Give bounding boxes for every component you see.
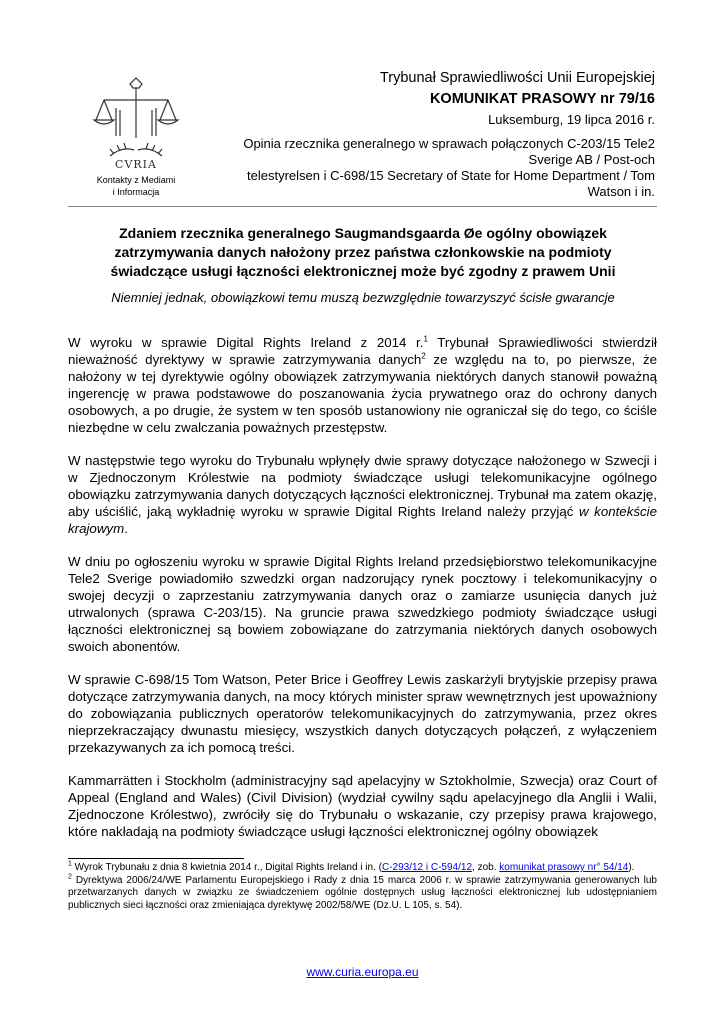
footnote-2-number: 2 bbox=[68, 873, 72, 881]
footnote-2 bbox=[68, 875, 657, 913]
p2-emphasis: w kontekście krajowym bbox=[68, 504, 657, 536]
paragraph-1 bbox=[68, 334, 657, 436]
paragraph-3: W dniu po ogłoszeniu wyroku w sprawie Digital Rights Ireland przedsiębiorstwo telekomunikacyjne Tele2 Sverige powiadomiło szwedzki organ nadzorujący rynek pocztowy i telekomunikacyjny o swojej decyzji o zaprzestaniu zatrzymywania danych oraz o zamiarze usunięcia danych już utrwalonych (sprawa C-203/15). Na gruncie prawa szwedzkiego podmioty świadczące usługi łączności elektronicznej są bowiem zobowiązane do zatrzymania niektórych danych osobowych swoich abonentów. bbox=[68, 554, 657, 654]
contacts-line1: Kontakty z Mediami bbox=[96, 175, 176, 185]
headline bbox=[80, 224, 646, 281]
header-divider bbox=[68, 206, 657, 207]
press-release-link[interactable]: komunikat prasowy nr° 54/14 bbox=[499, 862, 629, 873]
opinion-cases bbox=[215, 136, 655, 200]
contacts-line2: i Informacja bbox=[112, 187, 160, 197]
opinion-line: Watson i in. bbox=[587, 184, 655, 199]
footnote-1-number: 1 bbox=[68, 860, 72, 868]
footnote-1-mid: , zob. bbox=[472, 862, 500, 873]
curia-emblem-icon bbox=[86, 76, 186, 172]
headline-line: świadczące usługi łączności elektronicznej może być zgodny z prawem Unii bbox=[110, 263, 616, 279]
footer bbox=[0, 965, 725, 979]
opinion-line: Opinia rzecznika generalnego w sprawach połączonych C-203/15 Tele2 bbox=[243, 136, 655, 151]
p2-text-a: W następstwie tego wyroku do Trybunału wpłynęły dwie sprawy dotyczące nałożonego w Szwecji i w Zjednoczonym Królestwie na podmioty świadczące usługi telekomunikacyjne ogólnego obowiązku zatrzymywania danych dotyczących łączności elektronicznej. Trybunał ma zatem okazję, aby uściślić, jaką wykładnię wyroku w sprawie Digital Rights Ireland należy przyjąć bbox=[68, 453, 657, 519]
p2-text-b: . bbox=[124, 521, 128, 536]
subheadline: Niemniej jednak, obowiązkowi temu muszą bezwzględnie towarzyszyć ścisłe gwarancje bbox=[111, 290, 615, 305]
p1-text-b: Trybunał Sprawiedliwości stwierdził nieważność dyrektywy w sprawie zatrzymywania danych bbox=[68, 335, 657, 367]
court-name: Trybunał Sprawiedliwości Unii Europejskiej bbox=[379, 70, 655, 86]
article-body bbox=[68, 334, 657, 856]
curia-website-link[interactable]: www.curia.europa.eu bbox=[306, 965, 419, 979]
footnote-ref-1[interactable]: 1 bbox=[423, 334, 428, 344]
opinion-line: Sverige AB / Post-och bbox=[528, 152, 655, 167]
media-contacts bbox=[78, 174, 194, 198]
paragraph-5: Kammarrätten i Stockholm (administracyjny sąd apelacyjny w Sztokholmie, Szwecja) oraz Court of Appeal (England and Wales) (Civil Division) (wydział cywilny sądu apelacyjnego dla Anglii i Walii, Zjednoczone Królestwo), zwróciły się do Trybunału o wskazanie, czy przepisy prawa krajowego, które nakładają na podmioty świadczące usługi łączności elektronicznej ogólny obowiązek bbox=[68, 773, 657, 839]
footnote-divider bbox=[68, 858, 244, 859]
case-link[interactable]: C-293/12 i C-594/12 bbox=[381, 862, 473, 873]
headline-line: Zdaniem rzecznika generalnego Saugmandsgaarda Øe ogólny obowiązek bbox=[119, 225, 607, 241]
footnote-1 bbox=[68, 862, 657, 875]
footnote-1-text: Wyrok Trybunału z dnia 8 kwietnia 2014 r., Digital Rights Ireland i in. ( bbox=[71, 862, 382, 873]
footnote-ref-2[interactable]: 2 bbox=[421, 351, 426, 361]
headline-line: zatrzymywania danych nałożony przez państwa członkowskie na podmioty bbox=[114, 244, 612, 260]
paragraph-4: W sprawie C-698/15 Tom Watson, Peter Brice i Geoffrey Lewis zaskarżyli brytyjskie przepisy prawa dotyczące zatrzymywania danych, na mocy których minister spraw wewnętrznych jest upoważniony do zobowiązania publicznych operatorów telekomunikacyjnych do zatrzymywania, przez okres nieprzekraczający dwunastu miesięcy, wszystkich danych dotyczących połączeń, z wyłączeniem przekazywanych za ich pomocą treści. bbox=[68, 672, 657, 755]
logo-text: CVRIA bbox=[115, 158, 157, 171]
footnote-1-end: ). bbox=[628, 862, 635, 873]
footnotes bbox=[68, 862, 657, 912]
curia-logo bbox=[86, 76, 186, 172]
release-date: Luksemburg, 19 lipca 2016 r. bbox=[488, 112, 655, 127]
press-release-number: KOMUNIKAT PRASOWY nr 79/16 bbox=[429, 91, 655, 107]
footnote-2-text: Dyrektywa 2006/24/WE Parlamentu Europejskiego i Rady z dnia 15 marca 2006 r. w sprawie zatrzymywania generowanych lub przetwarzanych danych w związku ze świadczeniem ogólnie dostępnych usług łączności elektronicznej lub udostępnianiem publicznych sieci łączności oraz zmieniająca dyrektywę 2002/58/WE (Dz.U. L 105, s. 54). bbox=[68, 874, 657, 911]
p1-text-c: ze względu na to, po pierwsze, że nałożony w tej dyrektywie ogólny obowiązek zatrzymywania niektórych danych stanowił poważną ingerencję w prawa podstawowe do poszanowania życia prywatnego oraz do ochrony danych osobowych, a po drugie, że system w ten sposób ustanowiony nie ograniczał się do tego, co ściśle niezbędne w celu zwalczania poważnych przestępstw. bbox=[68, 352, 657, 435]
paragraph-2 bbox=[68, 452, 657, 537]
p1-text-a: W wyroku w sprawie Digital Rights Ireland z 2014 r. bbox=[68, 335, 424, 350]
opinion-line: telestyrelsen i C-698/15 Secretary of State for Home Department / Tom bbox=[247, 168, 655, 183]
